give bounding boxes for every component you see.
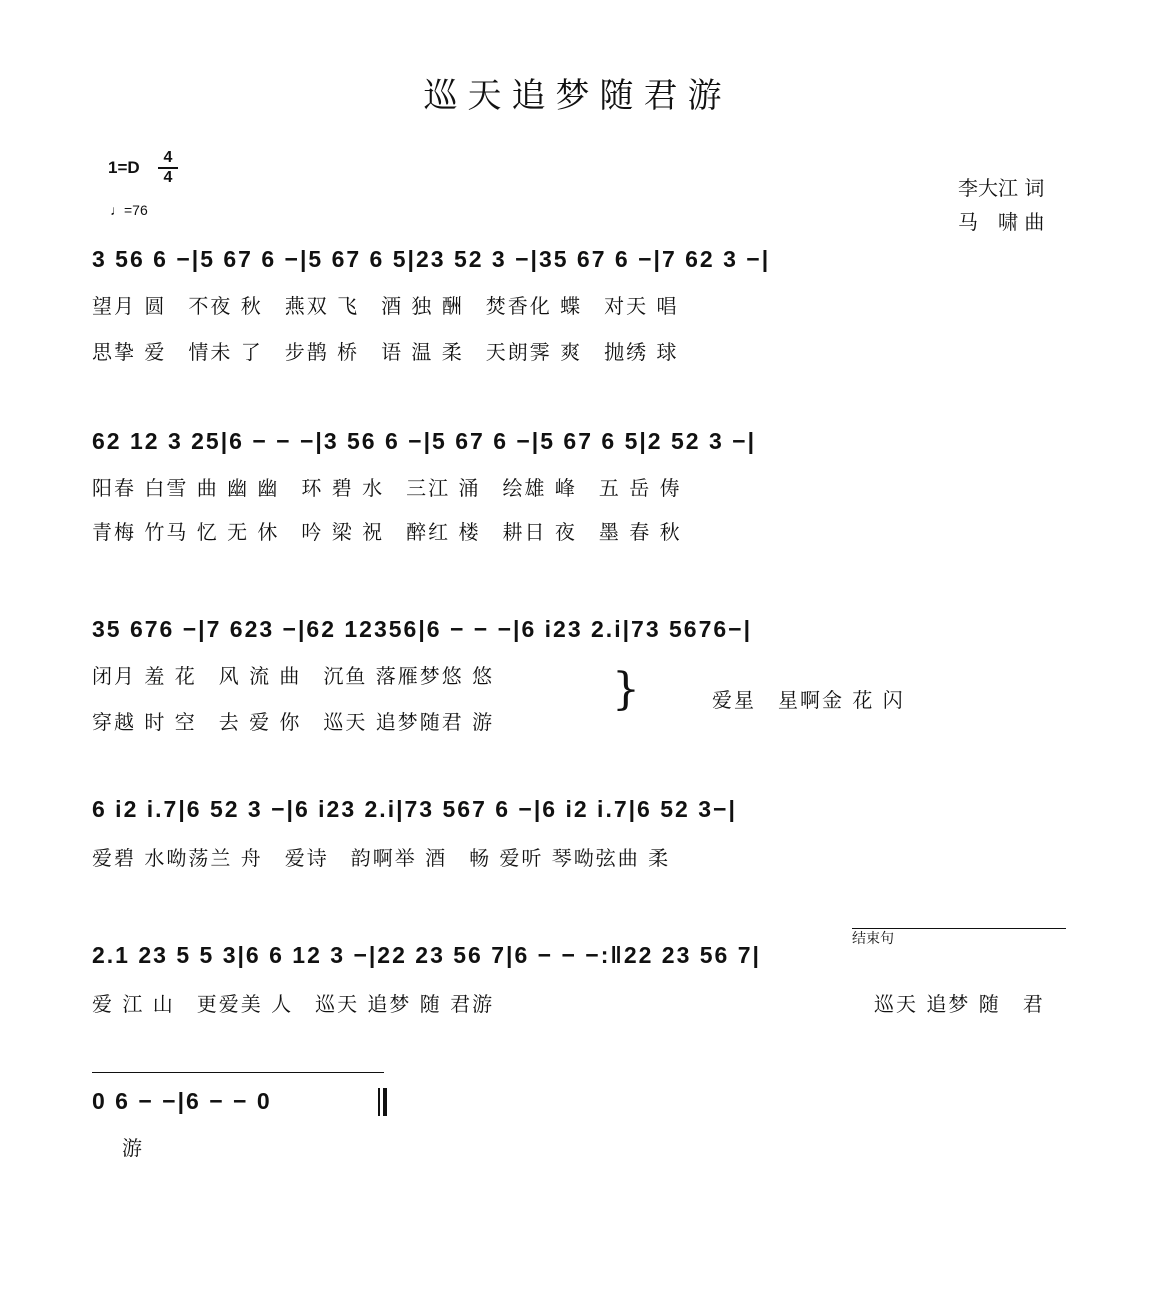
lyric-line-5: 爱 江 山 更爱美 人 巡天 追梦 随 君游 <box>92 992 495 1016</box>
notation-line-2: 62 12 3 25|6 − − −|3 56 6 −|5 67 6 −|5 67 6 5|2 52 3 −| <box>92 428 757 454</box>
ending-label: 结束句 <box>852 931 894 947</box>
final-barline-thin <box>378 1088 380 1116</box>
lyricist-credit: 李大江 词 <box>958 176 1045 200</box>
lyric-line-1-verse-2: 思挚 爱 情未 了 步鹊 桥 语 温 柔 天朗霁 爽 抛绣 球 <box>92 340 679 364</box>
song-title: 巡天追梦随君游 <box>423 76 732 116</box>
lyric-line-4: 爱碧 水呦荡兰 舟 爱诗 韵啊举 酒 畅 爱听 琴呦弦曲 柔 <box>92 846 671 870</box>
verse-brace: } <box>612 664 640 715</box>
quarter-note-icon: ♩ <box>110 202 124 218</box>
key-signature: 1=D <box>108 158 140 177</box>
lyric-line-2-verse-2: 青梅 竹马 忆 无 休 吟 梁 祝 醉红 楼 耕日 夜 墨 春 秋 <box>92 520 682 544</box>
lyric-line-6: 游 <box>122 1136 144 1160</box>
composer-credit: 马 啸 曲 <box>958 210 1045 234</box>
final-barline-thick <box>383 1088 387 1116</box>
ending-bracket-final <box>92 1072 384 1073</box>
lyric-line-5-ending: 巡天 追梦 随 君 <box>874 992 1045 1016</box>
lyric-line-3-verse-1: 闭月 羞 花 风 流 曲 沉鱼 落雁梦悠 悠 <box>92 664 495 688</box>
time-signature-bottom: 4 <box>163 169 173 186</box>
notation-line-6: 0 6 − −|6 − − 0 <box>92 1088 272 1114</box>
notation-line-5: 2.1 23 5 5 3|6 6 12 3 −|22 23 56 7|6 − − −:‖22 23 56 7| <box>92 942 761 968</box>
tempo-marking <box>110 202 148 218</box>
notation-line-1: 3 56 6 −|5 67 6 −|5 67 6 5|23 52 3 −|35 67 6 −|7 62 3 −| <box>92 246 771 272</box>
lyric-line-1-verse-1: 望月 圆 不夜 秋 燕双 飞 酒 独 酬 焚香化 蝶 对天 唱 <box>92 294 679 318</box>
lyric-line-3-verse-2: 穿越 时 空 去 爱 你 巡天 追梦随君 游 <box>92 710 495 734</box>
lyric-line-2-verse-1: 阳春 白雪 曲 幽 幽 环 碧 水 三江 涌 绘雄 峰 五 岳 俦 <box>92 476 682 500</box>
notation-line-3: 35 676 −|7 623 −|62 12356|6 − − −|6 i23 2.i|73 5676−| <box>92 616 753 642</box>
tempo-value: =76 <box>124 202 148 218</box>
lyric-line-3-chorus: 爱星 星啊金 花 闪 <box>712 688 905 712</box>
notation-line-4: 6 i2 i.7|6 52 3 −|6 i23 2.i|73 567 6 −|6 i2 i.7|6 52 3−| <box>92 796 737 822</box>
time-signature <box>158 150 178 186</box>
time-signature-top: 4 <box>163 149 173 166</box>
